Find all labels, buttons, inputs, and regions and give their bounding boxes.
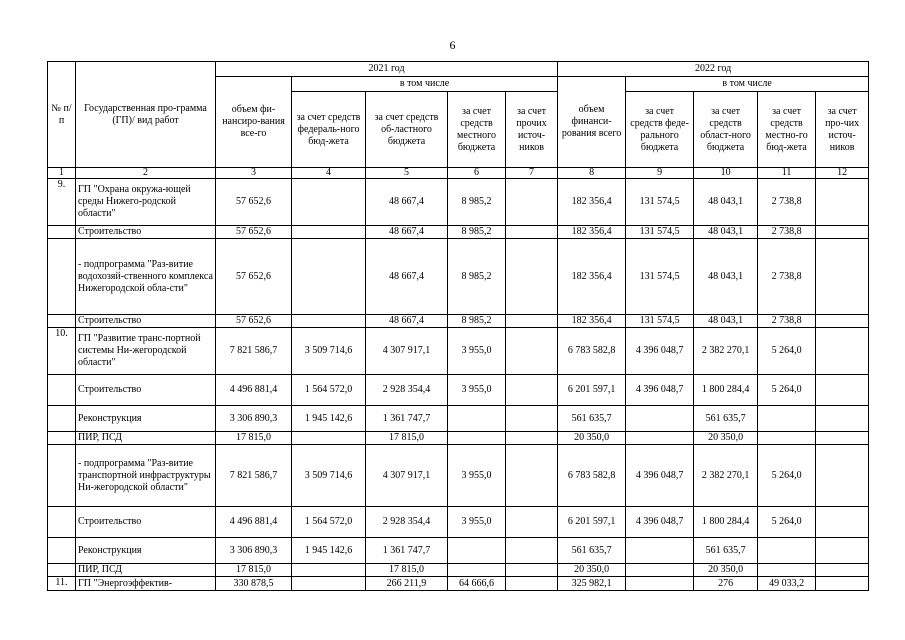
- value-cell: 57 652,6: [216, 179, 292, 226]
- value-cell: [816, 179, 869, 226]
- value-cell: 1 800 284,4: [694, 375, 758, 406]
- value-cell: [506, 577, 558, 591]
- value-cell: [816, 445, 869, 507]
- value-cell: 48 667,4: [366, 179, 448, 226]
- value-cell: [506, 432, 558, 445]
- value-cell: 17 815,0: [366, 432, 448, 445]
- table-row: [48, 375, 869, 406]
- value-cell: 131 574,5: [626, 179, 694, 226]
- page-number: 6: [449, 38, 456, 52]
- value-cell: 4 307 917,1: [366, 328, 448, 375]
- header-2021-federal: за счет средств федераль-ного бюд-жета: [292, 92, 366, 168]
- value-cell: [816, 432, 869, 445]
- value-cell: 6 201 597,1: [558, 375, 626, 406]
- value-cell: 2 928 354,4: [366, 375, 448, 406]
- value-cell: [506, 564, 558, 577]
- value-cell: [816, 406, 869, 432]
- value-cell: 131 574,5: [626, 226, 694, 239]
- value-cell: 20 350,0: [558, 432, 626, 445]
- row-number: [48, 239, 76, 315]
- program-name: ГП "Охрана окружа-ющей среды Нижего-родской области": [76, 179, 216, 226]
- column-number: 10: [694, 168, 758, 179]
- value-cell: 8 985,2: [448, 179, 506, 226]
- value-cell: [292, 432, 366, 445]
- header-2022-other: за счет про-чих источ-ников: [816, 92, 869, 168]
- row-number: 10.: [48, 328, 76, 375]
- value-cell: 2 382 270,1: [694, 328, 758, 375]
- value-cell: 48 667,4: [366, 239, 448, 315]
- value-cell: [448, 406, 506, 432]
- table-row: [48, 564, 869, 577]
- header-2021-total: объем фи-нансиро-вания все-го: [216, 77, 292, 168]
- value-cell: 48 043,1: [694, 315, 758, 328]
- value-cell: 1 945 142,6: [292, 538, 366, 564]
- value-cell: 4 396 048,7: [626, 507, 694, 538]
- value-cell: 182 356,4: [558, 226, 626, 239]
- column-number: 2: [76, 168, 216, 179]
- value-cell: [758, 406, 816, 432]
- value-cell: 48 043,1: [694, 226, 758, 239]
- value-cell: [292, 564, 366, 577]
- value-cell: 57 652,6: [216, 315, 292, 328]
- value-cell: [506, 315, 558, 328]
- value-cell: [758, 538, 816, 564]
- value-cell: [506, 406, 558, 432]
- value-cell: 20 350,0: [558, 564, 626, 577]
- program-name: ПИР, ПСД: [76, 432, 216, 445]
- row-number: [48, 538, 76, 564]
- row-number: [48, 375, 76, 406]
- value-cell: [816, 239, 869, 315]
- program-name: Реконструкция: [76, 538, 216, 564]
- row-number: [48, 507, 76, 538]
- value-cell: 5 264,0: [758, 445, 816, 507]
- value-cell: 3 306 890,3: [216, 538, 292, 564]
- value-cell: 6 201 597,1: [558, 507, 626, 538]
- value-cell: 5 264,0: [758, 375, 816, 406]
- column-number: 12: [816, 168, 869, 179]
- value-cell: 2 382 270,1: [694, 445, 758, 507]
- value-cell: [816, 538, 869, 564]
- value-cell: 2 738,8: [758, 179, 816, 226]
- value-cell: [816, 315, 869, 328]
- value-cell: 1 800 284,4: [694, 507, 758, 538]
- value-cell: 48 667,4: [366, 226, 448, 239]
- value-cell: 330 878,5: [216, 577, 292, 591]
- value-cell: 20 350,0: [694, 432, 758, 445]
- table-row: [48, 445, 869, 507]
- table-row: [48, 239, 869, 315]
- header-num: № п/п: [48, 62, 76, 168]
- value-cell: 561 635,7: [694, 406, 758, 432]
- value-cell: 3 509 714,6: [292, 445, 366, 507]
- value-cell: 17 815,0: [366, 564, 448, 577]
- table-row: [48, 179, 869, 226]
- value-cell: [626, 406, 694, 432]
- header-program: Государственная про-грамма (ГП)/ вид работ: [76, 62, 216, 168]
- value-cell: 3 306 890,3: [216, 406, 292, 432]
- value-cell: 4 496 881,4: [216, 375, 292, 406]
- value-cell: 1 361 747,7: [366, 538, 448, 564]
- value-cell: [448, 432, 506, 445]
- header-2022-federal: за счет средств феде-рального бюджета: [626, 92, 694, 168]
- value-cell: [292, 315, 366, 328]
- funding-table: [47, 61, 869, 591]
- value-cell: [448, 538, 506, 564]
- value-cell: 561 635,7: [558, 406, 626, 432]
- value-cell: 49 033,2: [758, 577, 816, 591]
- row-number: [48, 226, 76, 239]
- value-cell: 20 350,0: [694, 564, 758, 577]
- value-cell: 64 666,6: [448, 577, 506, 591]
- program-name: - подпрограмма "Раз-витие водохозяй-ственного комплекса Нижегородской обла-сти": [76, 239, 216, 315]
- value-cell: 17 815,0: [216, 564, 292, 577]
- row-number: [48, 406, 76, 432]
- value-cell: [448, 564, 506, 577]
- table-row: [48, 538, 869, 564]
- value-cell: 5 264,0: [758, 507, 816, 538]
- program-name: ПИР, ПСД: [76, 564, 216, 577]
- value-cell: 3 955,0: [448, 507, 506, 538]
- value-cell: [292, 179, 366, 226]
- value-cell: 8 985,2: [448, 226, 506, 239]
- value-cell: 8 985,2: [448, 315, 506, 328]
- value-cell: 1 361 747,7: [366, 406, 448, 432]
- value-cell: 57 652,6: [216, 226, 292, 239]
- table-row: [48, 432, 869, 445]
- value-cell: [626, 432, 694, 445]
- value-cell: 7 821 586,7: [216, 445, 292, 507]
- value-cell: [292, 239, 366, 315]
- value-cell: 4 496 881,4: [216, 507, 292, 538]
- program-name: - подпрограмма "Раз-витие транспортной инфраструктуры Ни-жегородской области": [76, 445, 216, 507]
- value-cell: [506, 179, 558, 226]
- value-cell: [816, 564, 869, 577]
- value-cell: [506, 507, 558, 538]
- value-cell: 7 821 586,7: [216, 328, 292, 375]
- column-number: 9: [626, 168, 694, 179]
- column-number: 8: [558, 168, 626, 179]
- value-cell: 8 985,2: [448, 239, 506, 315]
- header-year-2021: 2021 год: [216, 62, 558, 77]
- header-2021-other: за счет прочих источ-ников: [506, 92, 558, 168]
- header-2022-including: в том числе: [626, 77, 869, 92]
- value-cell: 1 945 142,6: [292, 406, 366, 432]
- column-number: 1: [48, 168, 76, 179]
- value-cell: 561 635,7: [558, 538, 626, 564]
- row-number: [48, 315, 76, 328]
- table-row: [48, 226, 869, 239]
- value-cell: 2 928 354,4: [366, 507, 448, 538]
- row-number: [48, 445, 76, 507]
- column-number: 5: [366, 168, 448, 179]
- row-number: 11.: [48, 577, 76, 591]
- header-2022-total: объем финанси-рования всего: [558, 77, 626, 168]
- value-cell: [816, 375, 869, 406]
- header-2021-including: в том числе: [292, 77, 558, 92]
- column-number: 11: [758, 168, 816, 179]
- value-cell: [758, 432, 816, 445]
- program-name: ГП "Развитие транс-портной системы Ни-жегородской области": [76, 328, 216, 375]
- value-cell: [626, 538, 694, 564]
- value-cell: 48 043,1: [694, 179, 758, 226]
- value-cell: 561 635,7: [694, 538, 758, 564]
- value-cell: 6 783 582,8: [558, 445, 626, 507]
- column-number: 6: [448, 168, 506, 179]
- header-2021-local: за счет средств местного бюджета: [448, 92, 506, 168]
- header-2021-regional: за счет средств об-ластного бюджета: [366, 92, 448, 168]
- value-cell: [506, 239, 558, 315]
- column-number: 4: [292, 168, 366, 179]
- value-cell: 4 396 048,7: [626, 445, 694, 507]
- header-2022-local: за счет средств местно-го бюд-жета: [758, 92, 816, 168]
- value-cell: [506, 375, 558, 406]
- value-cell: [816, 577, 869, 591]
- value-cell: 3 955,0: [448, 328, 506, 375]
- program-name: Строительство: [76, 375, 216, 406]
- table-row: [48, 315, 869, 328]
- value-cell: 57 652,6: [216, 239, 292, 315]
- value-cell: [816, 226, 869, 239]
- value-cell: 325 982,1: [558, 577, 626, 591]
- table-row: [48, 328, 869, 375]
- value-cell: [506, 328, 558, 375]
- value-cell: 2 738,8: [758, 239, 816, 315]
- value-cell: 4 307 917,1: [366, 445, 448, 507]
- value-cell: 4 396 048,7: [626, 375, 694, 406]
- program-name: Строительство: [76, 507, 216, 538]
- value-cell: 17 815,0: [216, 432, 292, 445]
- value-cell: 2 738,8: [758, 226, 816, 239]
- value-cell: [758, 564, 816, 577]
- row-number: 9.: [48, 179, 76, 226]
- program-name: ГП "Энергоэффектив-: [76, 577, 216, 591]
- value-cell: [506, 226, 558, 239]
- value-cell: 48 043,1: [694, 239, 758, 315]
- value-cell: [626, 564, 694, 577]
- value-cell: 2 738,8: [758, 315, 816, 328]
- value-cell: 131 574,5: [626, 239, 694, 315]
- value-cell: 1 564 572,0: [292, 375, 366, 406]
- table-body: [48, 179, 869, 591]
- table-row: [48, 577, 869, 591]
- value-cell: 5 264,0: [758, 328, 816, 375]
- program-name: Строительство: [76, 226, 216, 239]
- value-cell: [626, 577, 694, 591]
- value-cell: [292, 226, 366, 239]
- value-cell: 276: [694, 577, 758, 591]
- column-number-row: [48, 168, 869, 179]
- value-cell: [506, 538, 558, 564]
- value-cell: [816, 507, 869, 538]
- value-cell: 48 667,4: [366, 315, 448, 328]
- value-cell: 182 356,4: [558, 239, 626, 315]
- value-cell: [816, 328, 869, 375]
- value-cell: 266 211,9: [366, 577, 448, 591]
- value-cell: 3 955,0: [448, 375, 506, 406]
- value-cell: 3 509 714,6: [292, 328, 366, 375]
- column-number: 3: [216, 168, 292, 179]
- value-cell: [292, 577, 366, 591]
- value-cell: 131 574,5: [626, 315, 694, 328]
- table-row: [48, 507, 869, 538]
- program-name: Реконструкция: [76, 406, 216, 432]
- value-cell: 1 564 572,0: [292, 507, 366, 538]
- row-number: [48, 564, 76, 577]
- value-cell: 6 783 582,8: [558, 328, 626, 375]
- value-cell: 4 396 048,7: [626, 328, 694, 375]
- value-cell: 182 356,4: [558, 179, 626, 226]
- header-2022-regional: за счет средств област-ного бюджета: [694, 92, 758, 168]
- value-cell: [506, 445, 558, 507]
- row-number: [48, 432, 76, 445]
- value-cell: 182 356,4: [558, 315, 626, 328]
- header-year-2022: 2022 год: [558, 62, 869, 77]
- program-name: Строительство: [76, 315, 216, 328]
- column-number: 7: [506, 168, 558, 179]
- value-cell: 3 955,0: [448, 445, 506, 507]
- table-row: [48, 406, 869, 432]
